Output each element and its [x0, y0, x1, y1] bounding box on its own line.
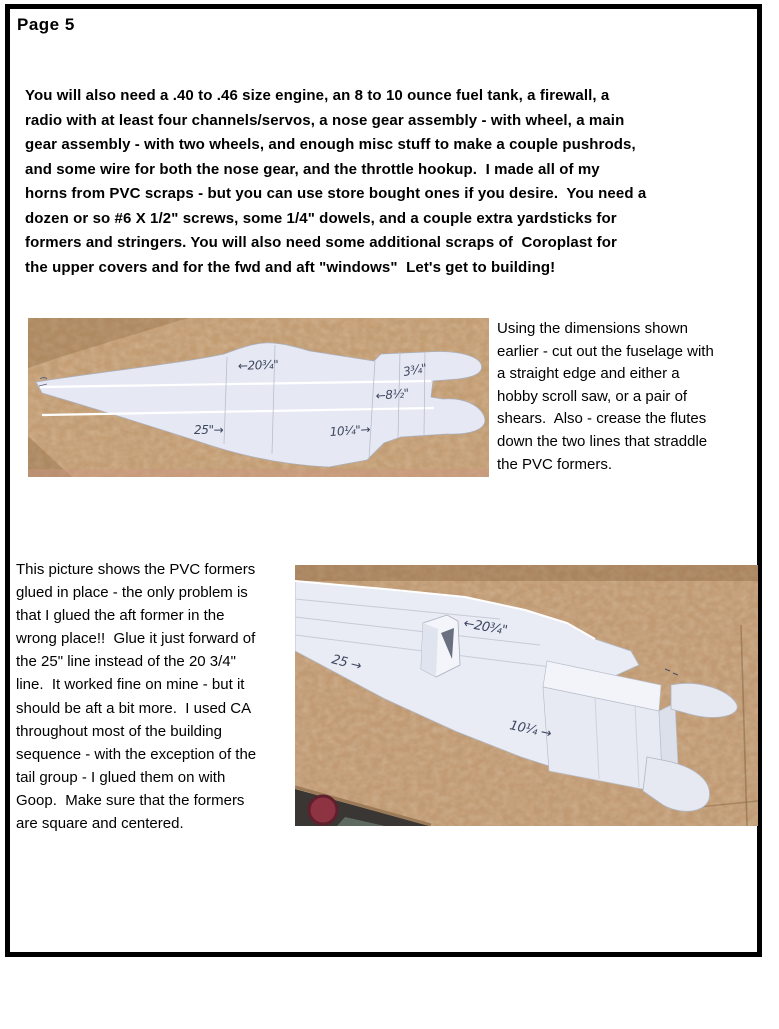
caption-line: throughout most of the building [16, 722, 222, 740]
annotation-25: 25"→ [194, 423, 224, 437]
annotation-25: 25 → [330, 652, 363, 675]
intro-line: gear assembly - with two wheels, and enough misc stuff to make a couple pushrods, [25, 136, 636, 153]
caption-line: line. It worked fine on mine - but it [16, 676, 245, 694]
tape-roll [309, 796, 337, 824]
annotation-10-1-4: 10¼ → [508, 718, 553, 742]
caption-line: wrong place!! Glue it just forward of [16, 630, 256, 648]
caption-line: glued in place - the only problem is [16, 584, 248, 602]
caption-line: a straight edge and either a [497, 365, 680, 383]
intro-line: horns from PVC scraps - but you can use store bought ones if you desire. You need a [25, 185, 647, 202]
caption-line: the PVC formers. [497, 455, 613, 473]
pvc-former-upright [421, 615, 460, 677]
caption-line: Using the dimensions shown [497, 320, 688, 337]
intro-paragraph [25, 84, 757, 280]
caption-line: should be aft a bit more. I used CA [16, 699, 252, 717]
annotation-20-3-4: ←20¾" [237, 357, 279, 373]
photo-formers-glued [295, 565, 758, 826]
caption-line: sequence - with the exception of the [16, 745, 257, 763]
intro-line: and some wire for both the nose gear, and the throttle hookup. I made all of my [25, 160, 600, 178]
intro-line: the upper covers and for the fwd and aft "windows" Let's get to building! [25, 258, 556, 276]
intro-line: radio with at least four channels/servos, a nose gear assembly - with wheel, a main [25, 111, 625, 129]
caption-line: shears. Also - crease the flutes [497, 410, 707, 428]
caption-line: the 25" line instead of the 20 3/4" [16, 653, 236, 671]
annotation-20-3-4: ←20¾" [462, 616, 509, 639]
caption-line: earlier - cut out the fuselage with [497, 342, 714, 360]
intro-line: dozen or so #6 X 1/2" screws, some 1/4" dowels, and a couple extra yardsticks for [25, 209, 617, 227]
caption-line: hobby scroll saw, or a pair of [497, 387, 688, 405]
caption-line: are square and centered. [16, 815, 184, 833]
caption-line: tail group - I glued them on with [16, 768, 226, 786]
caption-line: This picture shows the PVC formers [16, 561, 256, 578]
annotation-10-1-4: 10¼"→ [329, 422, 371, 439]
caption-line: that I glued the aft former in the [16, 607, 225, 625]
photo-fuselage-cutout [28, 318, 489, 477]
caption-cut-out-fuselage [497, 318, 761, 476]
caption-line: down the two lines that straddle [497, 432, 708, 450]
annotation-8-1-2: ←8½" [375, 386, 410, 403]
caption-line: Goop. Make sure that the formers [16, 791, 245, 809]
annotation-3-3-4: 3¾" [402, 361, 428, 379]
intro-line: formers and stringers. You will also need some additional scraps of Coroplast for [25, 234, 617, 251]
caption-formers-glued [16, 558, 298, 835]
intro-line: You will also need a .40 to .46 size engine, an 8 to 10 ounce fuel tank, a firewall, a [25, 87, 610, 104]
page-title: Page 5 [17, 15, 75, 34]
